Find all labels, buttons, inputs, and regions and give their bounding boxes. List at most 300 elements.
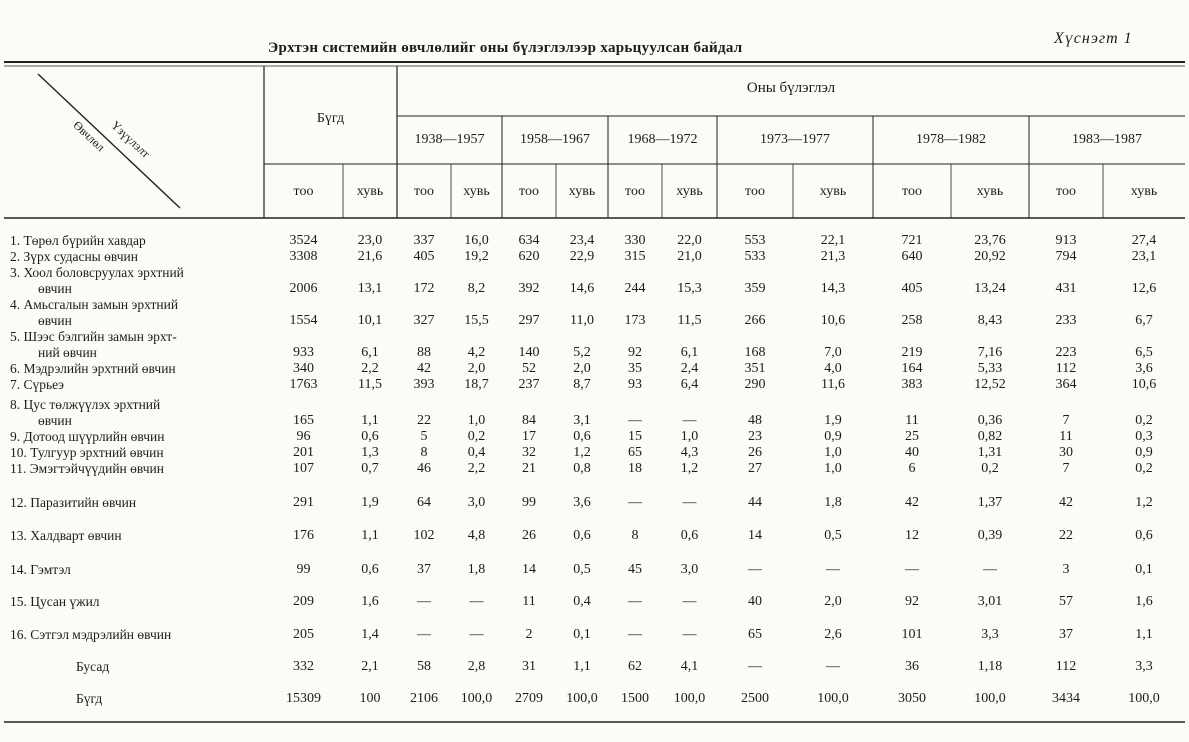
row-label: 8. Цус төлжүүлэх эрхтний — [10, 397, 161, 412]
row-label: 9. Дотоод шүүрлийн өвчин — [10, 429, 165, 444]
percent-cell: — — [682, 594, 697, 609]
count-cell: 7 — [1062, 413, 1070, 428]
header-period: 1968—1972 — [627, 132, 698, 147]
count-cell: 290 — [744, 377, 766, 392]
percent-cell: — — [682, 627, 697, 642]
header-count: тоо — [902, 184, 922, 199]
count-cell: 266 — [744, 313, 766, 328]
row-label: 14. Гэмтэл — [10, 562, 71, 577]
percent-cell: 11,0 — [570, 313, 594, 328]
percent-cell: — — [682, 495, 697, 510]
count-cell: 48 — [748, 413, 762, 428]
percent-cell: 1,2 — [680, 461, 699, 476]
percent-cell: 0,6 — [573, 429, 591, 444]
count-cell: 340 — [293, 361, 314, 376]
count-cell: 721 — [901, 233, 923, 248]
count-cell: 219 — [901, 345, 923, 360]
count-cell: 3 — [1062, 562, 1070, 577]
percent-cell: 2,0 — [824, 594, 842, 609]
count-cell: 37 — [417, 562, 431, 577]
percent-cell: 0,6 — [573, 528, 591, 543]
count-cell: 42 — [1059, 495, 1073, 510]
header-period: 1938—1957 — [414, 132, 485, 147]
percent-cell: 23,0 — [357, 233, 383, 248]
count-cell: 933 — [293, 345, 314, 360]
count-cell: 64 — [417, 495, 431, 510]
percent-cell: 0,4 — [467, 445, 486, 460]
percent-cell: 6,5 — [1135, 345, 1153, 360]
count-cell: 164 — [901, 361, 923, 376]
count-cell: 237 — [518, 377, 540, 392]
count-cell: 42 — [417, 361, 431, 376]
count-cell: 392 — [518, 281, 540, 296]
header-count: тоо — [293, 184, 314, 199]
percent-cell: 0,7 — [361, 461, 379, 476]
percent-cell: 4,2 — [467, 345, 486, 360]
count-cell: 3434 — [1052, 691, 1080, 706]
count-cell: 3524 — [289, 233, 318, 248]
percent-cell: 0,4 — [573, 594, 591, 609]
percent-cell: 0,9 — [824, 429, 842, 444]
count-cell: 405 — [901, 281, 923, 296]
count-cell: 93 — [628, 377, 642, 392]
percent-cell: 0,1 — [1135, 562, 1153, 577]
percent-cell: 0,36 — [977, 413, 1003, 428]
row-label: 5. Шээс бэлгийн замын эрхт- — [10, 329, 177, 344]
percent-cell: 11,5 — [358, 377, 382, 392]
percent-cell: 2,6 — [824, 627, 842, 642]
count-cell: 201 — [293, 445, 314, 460]
percent-cell: 1,37 — [977, 495, 1003, 510]
count-cell: 383 — [901, 377, 923, 392]
percent-cell: 1,9 — [824, 413, 842, 428]
count-cell: 112 — [1055, 659, 1077, 674]
count-cell: 12 — [905, 528, 919, 543]
count-cell: 11 — [905, 413, 919, 428]
count-cell: 26 — [522, 528, 536, 543]
count-cell: 40 — [748, 594, 762, 609]
count-cell: 223 — [1055, 345, 1077, 360]
count-cell: 794 — [1055, 249, 1077, 264]
percent-cell: 1,4 — [361, 627, 379, 642]
header-percent: хувь — [819, 184, 847, 199]
row-label: 2. Зүрх судасны өвчин — [10, 249, 138, 264]
count-cell: — — [628, 495, 642, 510]
row-label: 3. Хоол боловсруулах эрхтний — [10, 265, 184, 280]
percent-cell: — — [469, 627, 484, 642]
count-cell: 3050 — [898, 691, 926, 706]
count-cell: 553 — [744, 233, 766, 248]
percent-cell: — — [983, 562, 997, 577]
count-cell: 2 — [525, 627, 533, 642]
percent-cell: 5,2 — [573, 345, 591, 360]
count-cell: 107 — [293, 461, 314, 476]
count-cell: — — [417, 594, 431, 609]
percent-cell: 0,3 — [1135, 429, 1153, 444]
count-cell: 52 — [522, 361, 536, 376]
percent-cell: 100,0 — [817, 691, 849, 706]
count-cell: 40 — [905, 445, 919, 460]
count-cell: 620 — [518, 249, 540, 264]
percent-cell: 8,2 — [467, 281, 486, 296]
percent-cell: 3,3 — [1135, 659, 1153, 674]
percent-cell: — — [469, 594, 484, 609]
header-percent: хувь — [463, 184, 490, 199]
header-percent: хувь — [356, 184, 384, 199]
percent-cell: 14,3 — [820, 281, 846, 296]
count-cell: 330 — [624, 233, 646, 248]
row-label-continuation: өвчин — [38, 281, 72, 296]
percent-cell: 22,1 — [820, 233, 846, 248]
percent-cell: 1,18 — [977, 659, 1003, 674]
percent-cell: 0,5 — [824, 528, 842, 543]
percent-cell: 21,0 — [677, 249, 702, 264]
percent-cell: — — [682, 413, 697, 428]
count-cell: 209 — [293, 594, 314, 609]
row-label-continuation: өвчин — [38, 313, 72, 328]
count-cell: 2106 — [410, 691, 438, 706]
count-cell: 44 — [748, 495, 762, 510]
percent-cell: 18,7 — [464, 377, 489, 392]
row-label: 11. Эмэгтэйчүүдийн өвчин — [10, 461, 165, 476]
table-number: Хүснэгт 1 — [1054, 30, 1133, 47]
count-cell: 30 — [1059, 445, 1073, 460]
percent-cell: 1,0 — [467, 413, 486, 428]
percent-cell: 0,2 — [1135, 461, 1153, 476]
count-cell: 11 — [522, 594, 536, 609]
count-cell: 11 — [1059, 429, 1073, 444]
count-cell: 22 — [417, 413, 431, 428]
count-cell: 84 — [522, 413, 536, 428]
count-cell: 359 — [744, 281, 766, 296]
percent-cell: 23,1 — [1131, 249, 1157, 264]
percent-cell: 3,1 — [573, 413, 591, 428]
header-percent: хувь — [676, 184, 703, 199]
count-cell: — — [628, 413, 642, 428]
row-label: 10. Тулгуур эрхтний өвчин — [10, 445, 164, 460]
count-cell: — — [628, 627, 642, 642]
row-label: 12. Паразитийн өвчин — [10, 495, 137, 510]
percent-cell: 8,43 — [977, 313, 1003, 328]
percent-cell: 4,8 — [467, 528, 486, 543]
corner-label-morbidity: Өвчлөл — [70, 118, 108, 155]
percent-cell: 0,2 — [981, 461, 999, 476]
count-cell: — — [417, 627, 431, 642]
percent-cell: 100,0 — [1128, 691, 1160, 706]
percent-cell: 4,1 — [680, 659, 699, 674]
percent-cell: 4,3 — [680, 445, 699, 460]
row-label: 1. Төрөл бүрийн хавдар — [10, 233, 146, 248]
percent-cell: 0,5 — [573, 562, 591, 577]
count-cell: 15 — [628, 429, 642, 444]
percent-cell: 4,0 — [824, 361, 842, 376]
count-cell: 140 — [518, 345, 540, 360]
count-cell: 23 — [748, 429, 762, 444]
percent-cell: 0,6 — [361, 429, 379, 444]
header-count: тоо — [414, 184, 434, 199]
percent-cell: 16,0 — [464, 233, 489, 248]
count-cell: 431 — [1055, 281, 1077, 296]
percent-cell: 1,2 — [573, 445, 591, 460]
percent-cell: 10,6 — [820, 313, 846, 328]
count-cell: 22 — [1059, 528, 1073, 543]
percent-cell: 1,2 — [1135, 495, 1153, 510]
percent-cell: 1,3 — [361, 445, 379, 460]
percent-cell: 0,8 — [573, 461, 591, 476]
percent-cell: 1,9 — [361, 495, 379, 510]
count-cell: 14 — [748, 528, 762, 543]
count-cell: — — [748, 562, 762, 577]
percent-cell: 2,0 — [573, 361, 591, 376]
count-cell: 2709 — [515, 691, 543, 706]
header-count: тоо — [1056, 184, 1076, 199]
percent-cell: 3,6 — [573, 495, 591, 510]
percent-cell: 2,0 — [467, 361, 486, 376]
percent-cell: 2,1 — [361, 659, 379, 674]
count-cell: 165 — [293, 413, 314, 428]
percent-cell: 1,1 — [361, 413, 379, 428]
count-cell: 351 — [744, 361, 766, 376]
percent-cell: 1,0 — [824, 461, 842, 476]
percent-cell: 100,0 — [566, 691, 598, 706]
percent-cell: 2,4 — [680, 361, 699, 376]
count-cell: 27 — [748, 461, 762, 476]
percent-cell: 1,8 — [824, 495, 842, 510]
header-total: Бүгд — [316, 111, 345, 126]
header-percent: хувь — [568, 184, 596, 199]
count-cell: 393 — [413, 377, 435, 392]
count-cell: 173 — [624, 313, 646, 328]
count-cell: — — [628, 594, 642, 609]
count-cell: 45 — [628, 562, 642, 577]
count-cell: 26 — [748, 445, 762, 460]
row-label-continuation: өвчин — [38, 413, 72, 428]
count-cell: 8 — [420, 445, 428, 460]
count-cell: 31 — [522, 659, 536, 674]
percent-cell: 11,6 — [821, 377, 845, 392]
percent-cell: 7,0 — [824, 345, 842, 360]
count-cell: 168 — [744, 345, 766, 360]
percent-cell: 3,0 — [467, 495, 486, 510]
percent-cell: 1,0 — [824, 445, 842, 460]
percent-cell: 21,6 — [357, 249, 383, 264]
percent-cell: 0,1 — [573, 627, 591, 642]
percent-cell: 0,6 — [1135, 528, 1153, 543]
row-label: 13. Халдварт өвчин — [10, 528, 122, 543]
percent-cell: 0,2 — [1135, 413, 1153, 428]
percent-cell: 14,6 — [569, 281, 595, 296]
percent-cell: 3,6 — [1135, 361, 1153, 376]
count-cell: 533 — [744, 249, 766, 264]
percent-cell: 6,4 — [680, 377, 699, 392]
percent-cell: 6,7 — [1135, 313, 1153, 328]
count-cell: 58 — [417, 659, 431, 674]
header-period: 1973—1977 — [760, 132, 830, 147]
percent-cell: 1,8 — [467, 562, 486, 577]
header-year-groups: Оны бүлэглэл — [746, 80, 836, 96]
count-cell: 21 — [522, 461, 536, 476]
percent-cell: 5,33 — [977, 361, 1003, 376]
percent-cell: 1,6 — [1135, 594, 1153, 609]
count-cell: 35 — [628, 361, 642, 376]
header-period: 1958—1967 — [520, 132, 590, 147]
percent-cell: 10,1 — [357, 313, 383, 328]
percent-cell: 1,6 — [361, 594, 379, 609]
count-cell: 57 — [1059, 594, 1073, 609]
count-cell: 36 — [905, 659, 919, 674]
percent-cell: 8,7 — [573, 377, 591, 392]
percent-cell: 100,0 — [673, 691, 706, 706]
count-cell: 1763 — [289, 377, 318, 392]
percent-cell: 13,1 — [357, 281, 383, 296]
percent-cell: 1,1 — [361, 528, 379, 543]
count-cell: — — [905, 562, 919, 577]
percent-cell: 1,31 — [977, 445, 1003, 460]
percent-cell: 10,6 — [1131, 377, 1157, 392]
count-cell: 112 — [1055, 361, 1077, 376]
percent-cell: 0,2 — [467, 429, 486, 444]
count-cell: 15309 — [286, 691, 321, 706]
count-cell: 258 — [901, 313, 923, 328]
percent-cell: 27,4 — [1131, 233, 1157, 248]
count-cell: 2500 — [741, 691, 769, 706]
percent-cell: 0,82 — [977, 429, 1003, 444]
count-cell: 233 — [1055, 313, 1077, 328]
percent-cell: 23,4 — [569, 233, 595, 248]
percent-cell: 15,5 — [464, 313, 489, 328]
count-cell: 99 — [522, 495, 536, 510]
percent-cell: 0,9 — [1135, 445, 1153, 460]
count-cell: 5 — [420, 429, 428, 444]
row-label: 16. Сэтгэл мэдрэлийн өвчин — [10, 627, 172, 642]
percent-cell: 7,16 — [977, 345, 1003, 360]
percent-cell: 13,24 — [974, 281, 1006, 296]
count-cell: 364 — [1055, 377, 1077, 392]
count-cell: 6 — [908, 461, 916, 476]
count-cell: 327 — [413, 313, 435, 328]
percent-cell: 1,0 — [680, 429, 699, 444]
percent-cell: — — [826, 562, 840, 577]
row-label: 7. Сүрьеэ — [10, 377, 64, 392]
percent-cell: 22,0 — [677, 233, 702, 248]
percent-cell: 23,76 — [974, 233, 1006, 248]
count-cell: — — [748, 659, 762, 674]
table-title: Эрхтэн системийн өвчлөлийг оны бүлэглэлээр харьцуулсан байдал — [268, 40, 743, 56]
header-count: тоо — [745, 184, 765, 199]
count-cell: 42 — [905, 495, 919, 510]
percent-cell: 21,3 — [820, 249, 846, 264]
percent-cell: 2,2 — [361, 361, 379, 376]
header-percent: хувь — [1130, 184, 1158, 199]
count-cell: 176 — [293, 528, 314, 543]
count-cell: 297 — [518, 313, 540, 328]
count-cell: 37 — [1059, 627, 1073, 642]
row-label: 4. Амьсгалын замын эрхтний — [10, 297, 179, 312]
count-cell: 92 — [905, 594, 919, 609]
percent-cell: 2,2 — [467, 461, 486, 476]
count-cell: 99 — [296, 562, 311, 577]
row-label: Бусад — [76, 659, 110, 674]
percent-cell: — — [826, 659, 840, 674]
count-cell: 332 — [293, 659, 314, 674]
count-cell: 62 — [628, 659, 642, 674]
count-cell: 8 — [631, 528, 639, 543]
row-label: Бүгд — [76, 691, 103, 706]
percent-cell: 6,1 — [361, 345, 379, 360]
count-cell: 65 — [628, 445, 642, 460]
count-cell: 244 — [624, 281, 646, 296]
count-cell: 205 — [293, 627, 314, 642]
count-cell: 65 — [748, 627, 762, 642]
count-cell: 92 — [628, 345, 642, 360]
percent-cell: 19,2 — [464, 249, 489, 264]
count-cell: 101 — [901, 627, 923, 642]
count-cell: 88 — [417, 345, 431, 360]
percent-cell: 0,6 — [680, 528, 699, 543]
count-cell: 337 — [413, 233, 435, 248]
count-cell: 3308 — [289, 249, 318, 264]
count-cell: 32 — [522, 445, 536, 460]
percent-cell: 2,8 — [467, 659, 486, 674]
row-label-continuation: ний өвчин — [38, 345, 97, 360]
percent-cell: 12,6 — [1131, 281, 1157, 296]
count-cell: 913 — [1055, 233, 1077, 248]
percent-cell: 11,5 — [677, 313, 702, 328]
count-cell: 14 — [522, 562, 536, 577]
header-count: тоо — [519, 184, 539, 199]
percent-cell: 1,1 — [573, 659, 591, 674]
percent-cell: 3,0 — [680, 562, 699, 577]
count-cell: 634 — [518, 233, 540, 248]
row-label: 15. Цусан үжил — [10, 594, 100, 609]
percent-cell: 1,1 — [1135, 627, 1153, 642]
percent-cell: 3,01 — [977, 594, 1003, 609]
percent-cell: 12,52 — [974, 377, 1006, 392]
count-cell: 96 — [296, 429, 311, 444]
count-cell: 1500 — [621, 691, 649, 706]
count-cell: 7 — [1062, 461, 1070, 476]
corner-label-indicator: Үзүүлэлт — [108, 118, 153, 161]
count-cell: 172 — [413, 281, 435, 296]
count-cell: 25 — [905, 429, 919, 444]
count-cell: 640 — [901, 249, 923, 264]
count-cell: 17 — [522, 429, 536, 444]
percent-cell: 0,39 — [977, 528, 1003, 543]
header-percent: хувь — [976, 184, 1004, 199]
count-cell: 102 — [413, 528, 435, 543]
count-cell: 18 — [628, 461, 642, 476]
count-cell: 2006 — [289, 281, 318, 296]
percent-cell: 3,3 — [981, 627, 999, 642]
percent-cell: 15,3 — [677, 281, 702, 296]
header-period: 1983—1987 — [1072, 132, 1142, 147]
count-cell: 405 — [413, 249, 435, 264]
percent-cell: 20,92 — [974, 249, 1006, 264]
percent-cell: 0,6 — [361, 562, 379, 577]
row-label: 6. Мэдрэлийн эрхтний өвчин — [10, 361, 176, 376]
percent-cell: 6,1 — [680, 345, 699, 360]
count-cell: 1554 — [289, 313, 318, 328]
percent-cell: 100,0 — [460, 691, 493, 706]
count-cell: 291 — [293, 495, 314, 510]
header-count: тоо — [625, 184, 645, 199]
header-period: 1978—1982 — [916, 132, 986, 147]
percent-cell: 100,0 — [974, 691, 1006, 706]
count-cell: 46 — [417, 461, 431, 476]
count-cell: 315 — [624, 249, 646, 264]
percent-cell: 22,9 — [569, 249, 595, 264]
percent-cell: 100 — [359, 691, 381, 706]
